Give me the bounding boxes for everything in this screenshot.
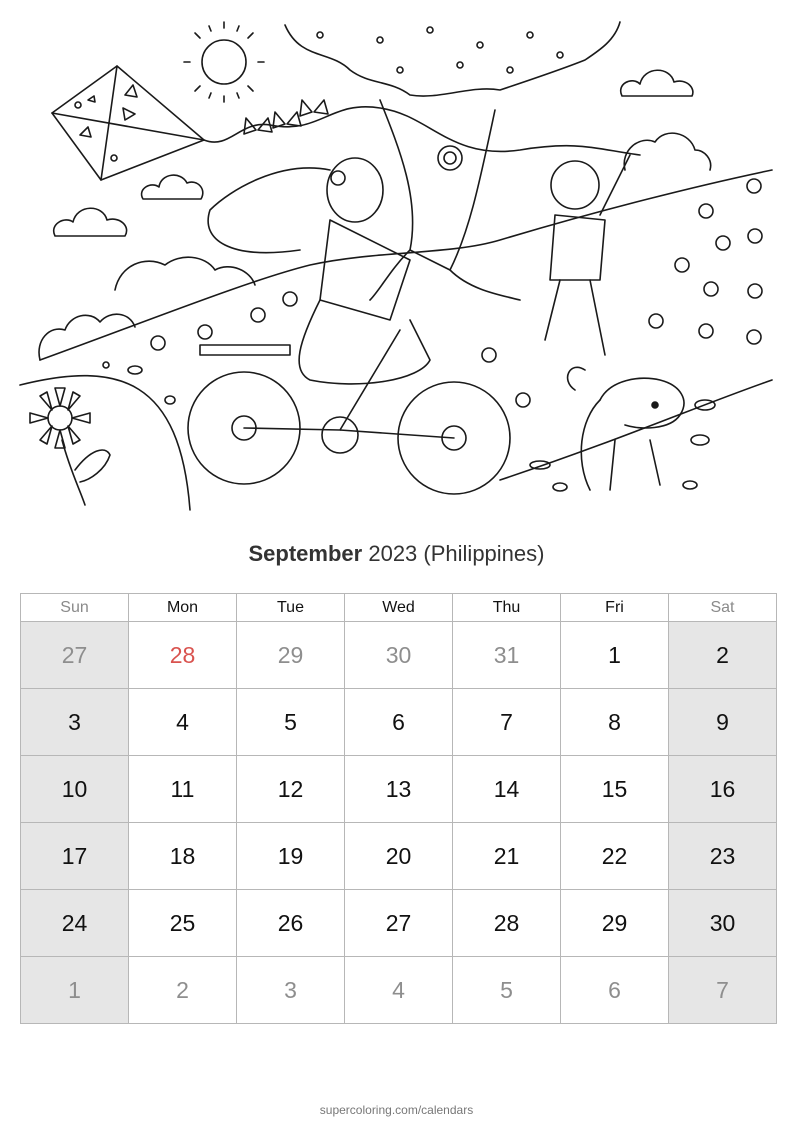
calendar-day-cell: 21 xyxy=(453,823,561,890)
calendar-day-cell: 31 xyxy=(453,622,561,689)
weekday-header-thu: Thu xyxy=(453,594,561,622)
weekday-header-fri: Fri xyxy=(561,594,669,622)
bush-drawing xyxy=(115,257,255,290)
bush-drawing xyxy=(624,133,710,170)
calendar-day-cell: 7 xyxy=(669,957,777,1024)
calendar-day-cell: 14 xyxy=(453,756,561,823)
calendar-day-cell: 10 xyxy=(21,756,129,823)
cloud-drawing xyxy=(142,175,203,199)
calendar-day-cell: 28 xyxy=(453,890,561,957)
sun-drawing xyxy=(184,22,264,102)
weekday-header-row xyxy=(21,594,777,622)
calendar-day-cell: 5 xyxy=(237,689,345,756)
calendar-body xyxy=(21,622,777,1024)
cloud-drawing xyxy=(54,208,127,236)
calendar-day-cell: 2 xyxy=(129,957,237,1024)
calendar-day-cell: 18 xyxy=(129,823,237,890)
calendar-day-cell: 4 xyxy=(345,957,453,1024)
calendar-week-row xyxy=(21,823,777,890)
calendar-day-cell: 9 xyxy=(669,689,777,756)
calendar-week-row xyxy=(21,689,777,756)
weekday-header-wed: Wed xyxy=(345,594,453,622)
weekday-header-tue: Tue xyxy=(237,594,345,622)
calendar-day-cell: 30 xyxy=(345,622,453,689)
calendar-day-cell: 23 xyxy=(669,823,777,890)
calendar-day-cell: 3 xyxy=(21,689,129,756)
calendar-day-cell: 4 xyxy=(129,689,237,756)
calendar-week-row xyxy=(21,890,777,957)
calendar-day-cell: 19 xyxy=(237,823,345,890)
calendar-day-cell: 8 xyxy=(561,689,669,756)
calendar-day-cell: 2 xyxy=(669,622,777,689)
calendar-day-cell: 29 xyxy=(561,890,669,957)
calendar-month: September xyxy=(248,541,363,566)
calendar-day-cell: 29 xyxy=(237,622,345,689)
weekday-header-mon: Mon xyxy=(129,594,237,622)
weekday-header-sun: Sun xyxy=(21,594,129,622)
calendar-year: 2023 xyxy=(368,541,418,566)
calendar-day-cell: 20 xyxy=(345,823,453,890)
calendar-day-cell: 28 xyxy=(129,622,237,689)
calendar-day-cell: 1 xyxy=(21,957,129,1024)
calendar-day-cell: 27 xyxy=(345,890,453,957)
calendar-day-cell: 16 xyxy=(669,756,777,823)
calendar-week-row xyxy=(21,622,777,689)
calendar-day-cell: 22 xyxy=(561,823,669,890)
calendar-day-cell: 12 xyxy=(237,756,345,823)
calendar-day-cell: 17 xyxy=(21,823,129,890)
girl-on-bicycle-drawing xyxy=(188,158,510,494)
footer-credit: supercoloring.com/calendars xyxy=(319,1103,474,1117)
calendar-day-cell: 5 xyxy=(453,957,561,1024)
road-drawing xyxy=(500,380,772,480)
daisy-drawing xyxy=(30,388,110,505)
cloud-drawing xyxy=(621,70,693,96)
calendar-day-cell: 6 xyxy=(345,689,453,756)
calendar-day-cell: 26 xyxy=(237,890,345,957)
calendar-day-cell: 15 xyxy=(561,756,669,823)
calendar-day-cell: 30 xyxy=(669,890,777,957)
calendar-day-cell: 3 xyxy=(237,957,345,1024)
calendar-day-cell: 25 xyxy=(129,890,237,957)
calendar-title xyxy=(0,541,793,567)
calendar-week-row xyxy=(21,957,777,1024)
bush-drawing xyxy=(39,314,135,360)
calendar-week-row xyxy=(21,756,777,823)
calendar-day-cell: 24 xyxy=(21,890,129,957)
calendar-day-cell: 1 xyxy=(561,622,669,689)
calendar-day-cell: 6 xyxy=(561,957,669,1024)
calendar-region: (Philippines) xyxy=(423,541,545,566)
kite-drawing xyxy=(52,66,640,180)
calendar-grid xyxy=(20,593,777,1024)
dog-drawing xyxy=(568,367,684,490)
calendar-day-cell: 11 xyxy=(129,756,237,823)
weekday-header-sat: Sat xyxy=(669,594,777,622)
calendar-day-cell: 27 xyxy=(21,622,129,689)
calendar-day-cell: 7 xyxy=(453,689,561,756)
calendar-day-cell: 13 xyxy=(345,756,453,823)
coloring-illustration xyxy=(0,0,793,515)
child-drawing xyxy=(545,155,630,355)
